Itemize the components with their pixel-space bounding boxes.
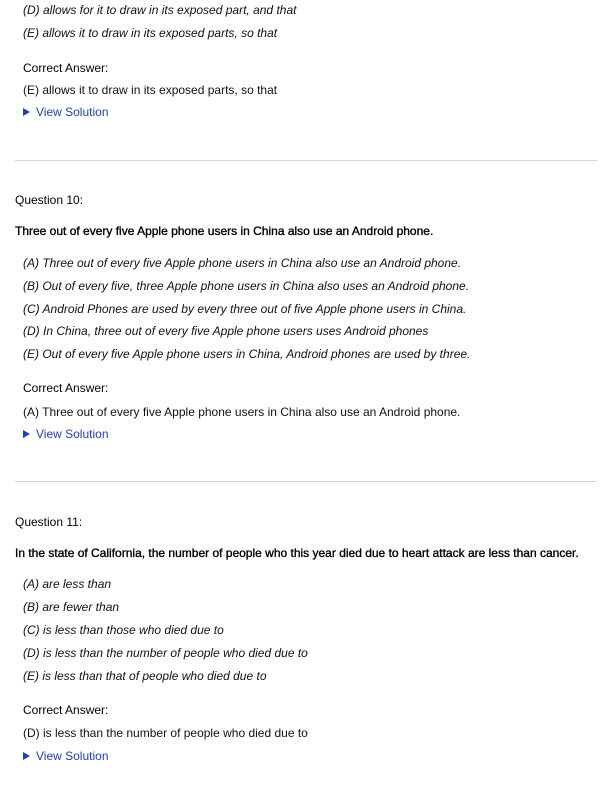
q10-option-c: (C) Android Phones are used by every three out of five Apple phone users in China. [23, 302, 467, 316]
q11-correct-answer: (D) is less than the number of people who died due to [23, 726, 308, 740]
q11-option-b: (B) are fewer than [23, 600, 120, 614]
q10-correct-answer-label: Correct Answer: [23, 381, 109, 395]
view-solution-label: View Solution [36, 105, 109, 119]
prev-option-d: (D) allows for it to draw in its exposed part, and that [23, 3, 297, 17]
prev-correct-answer: (E) allows it to draw in its exposed parts, so that [23, 83, 278, 97]
q11-option-c: (C) is less than those who died due to [23, 623, 224, 637]
question-11-stem: In the state of California, the number of people who this year died due to heart attack are less than cancer. [15, 546, 579, 560]
view-solution-label: View Solution [36, 749, 109, 763]
question-10-number: Question 10: [15, 193, 84, 207]
q10-option-a: (A) Three out of every five Apple phone users in China also use an Android phone. [23, 256, 462, 270]
question-10-stem: Three out of every five Apple phone users in China also use an Android phone. [15, 224, 434, 238]
q10-option-d: (D) In China, three out of every five Apple phone users uses Android phones [23, 324, 429, 338]
q11-view-solution-link[interactable] [23, 749, 109, 763]
q11-correct-answer-label: Correct Answer: [23, 703, 109, 717]
section-divider [15, 481, 597, 482]
q10-view-solution-link[interactable] [23, 427, 109, 441]
q10-option-e: (E) Out of every five Apple phone users in China, Android phones are used by three. [23, 347, 471, 361]
prev-view-solution-link[interactable] [23, 105, 109, 119]
q10-option-b: (B) Out of every five, three Apple phone users in China also uses an Android phone. [23, 279, 470, 293]
triangle-right-icon [23, 430, 30, 438]
q11-option-e: (E) is less than that of people who died due to [23, 669, 267, 683]
triangle-right-icon [23, 752, 30, 760]
q10-correct-answer: (A) Three out of every five Apple phone users in China also use an Android phone. [23, 405, 461, 419]
q11-option-d: (D) is less than the number of people who died due to [23, 646, 308, 660]
question-11-number: Question 11: [15, 515, 83, 529]
triangle-right-icon [23, 108, 30, 116]
prev-correct-answer-label: Correct Answer: [23, 61, 109, 75]
section-divider [15, 160, 597, 161]
prev-option-e: (E) allows it to draw in its exposed parts, so that [23, 26, 278, 40]
view-solution-label: View Solution [36, 427, 109, 441]
q11-option-a: (A) are less than [23, 577, 112, 591]
